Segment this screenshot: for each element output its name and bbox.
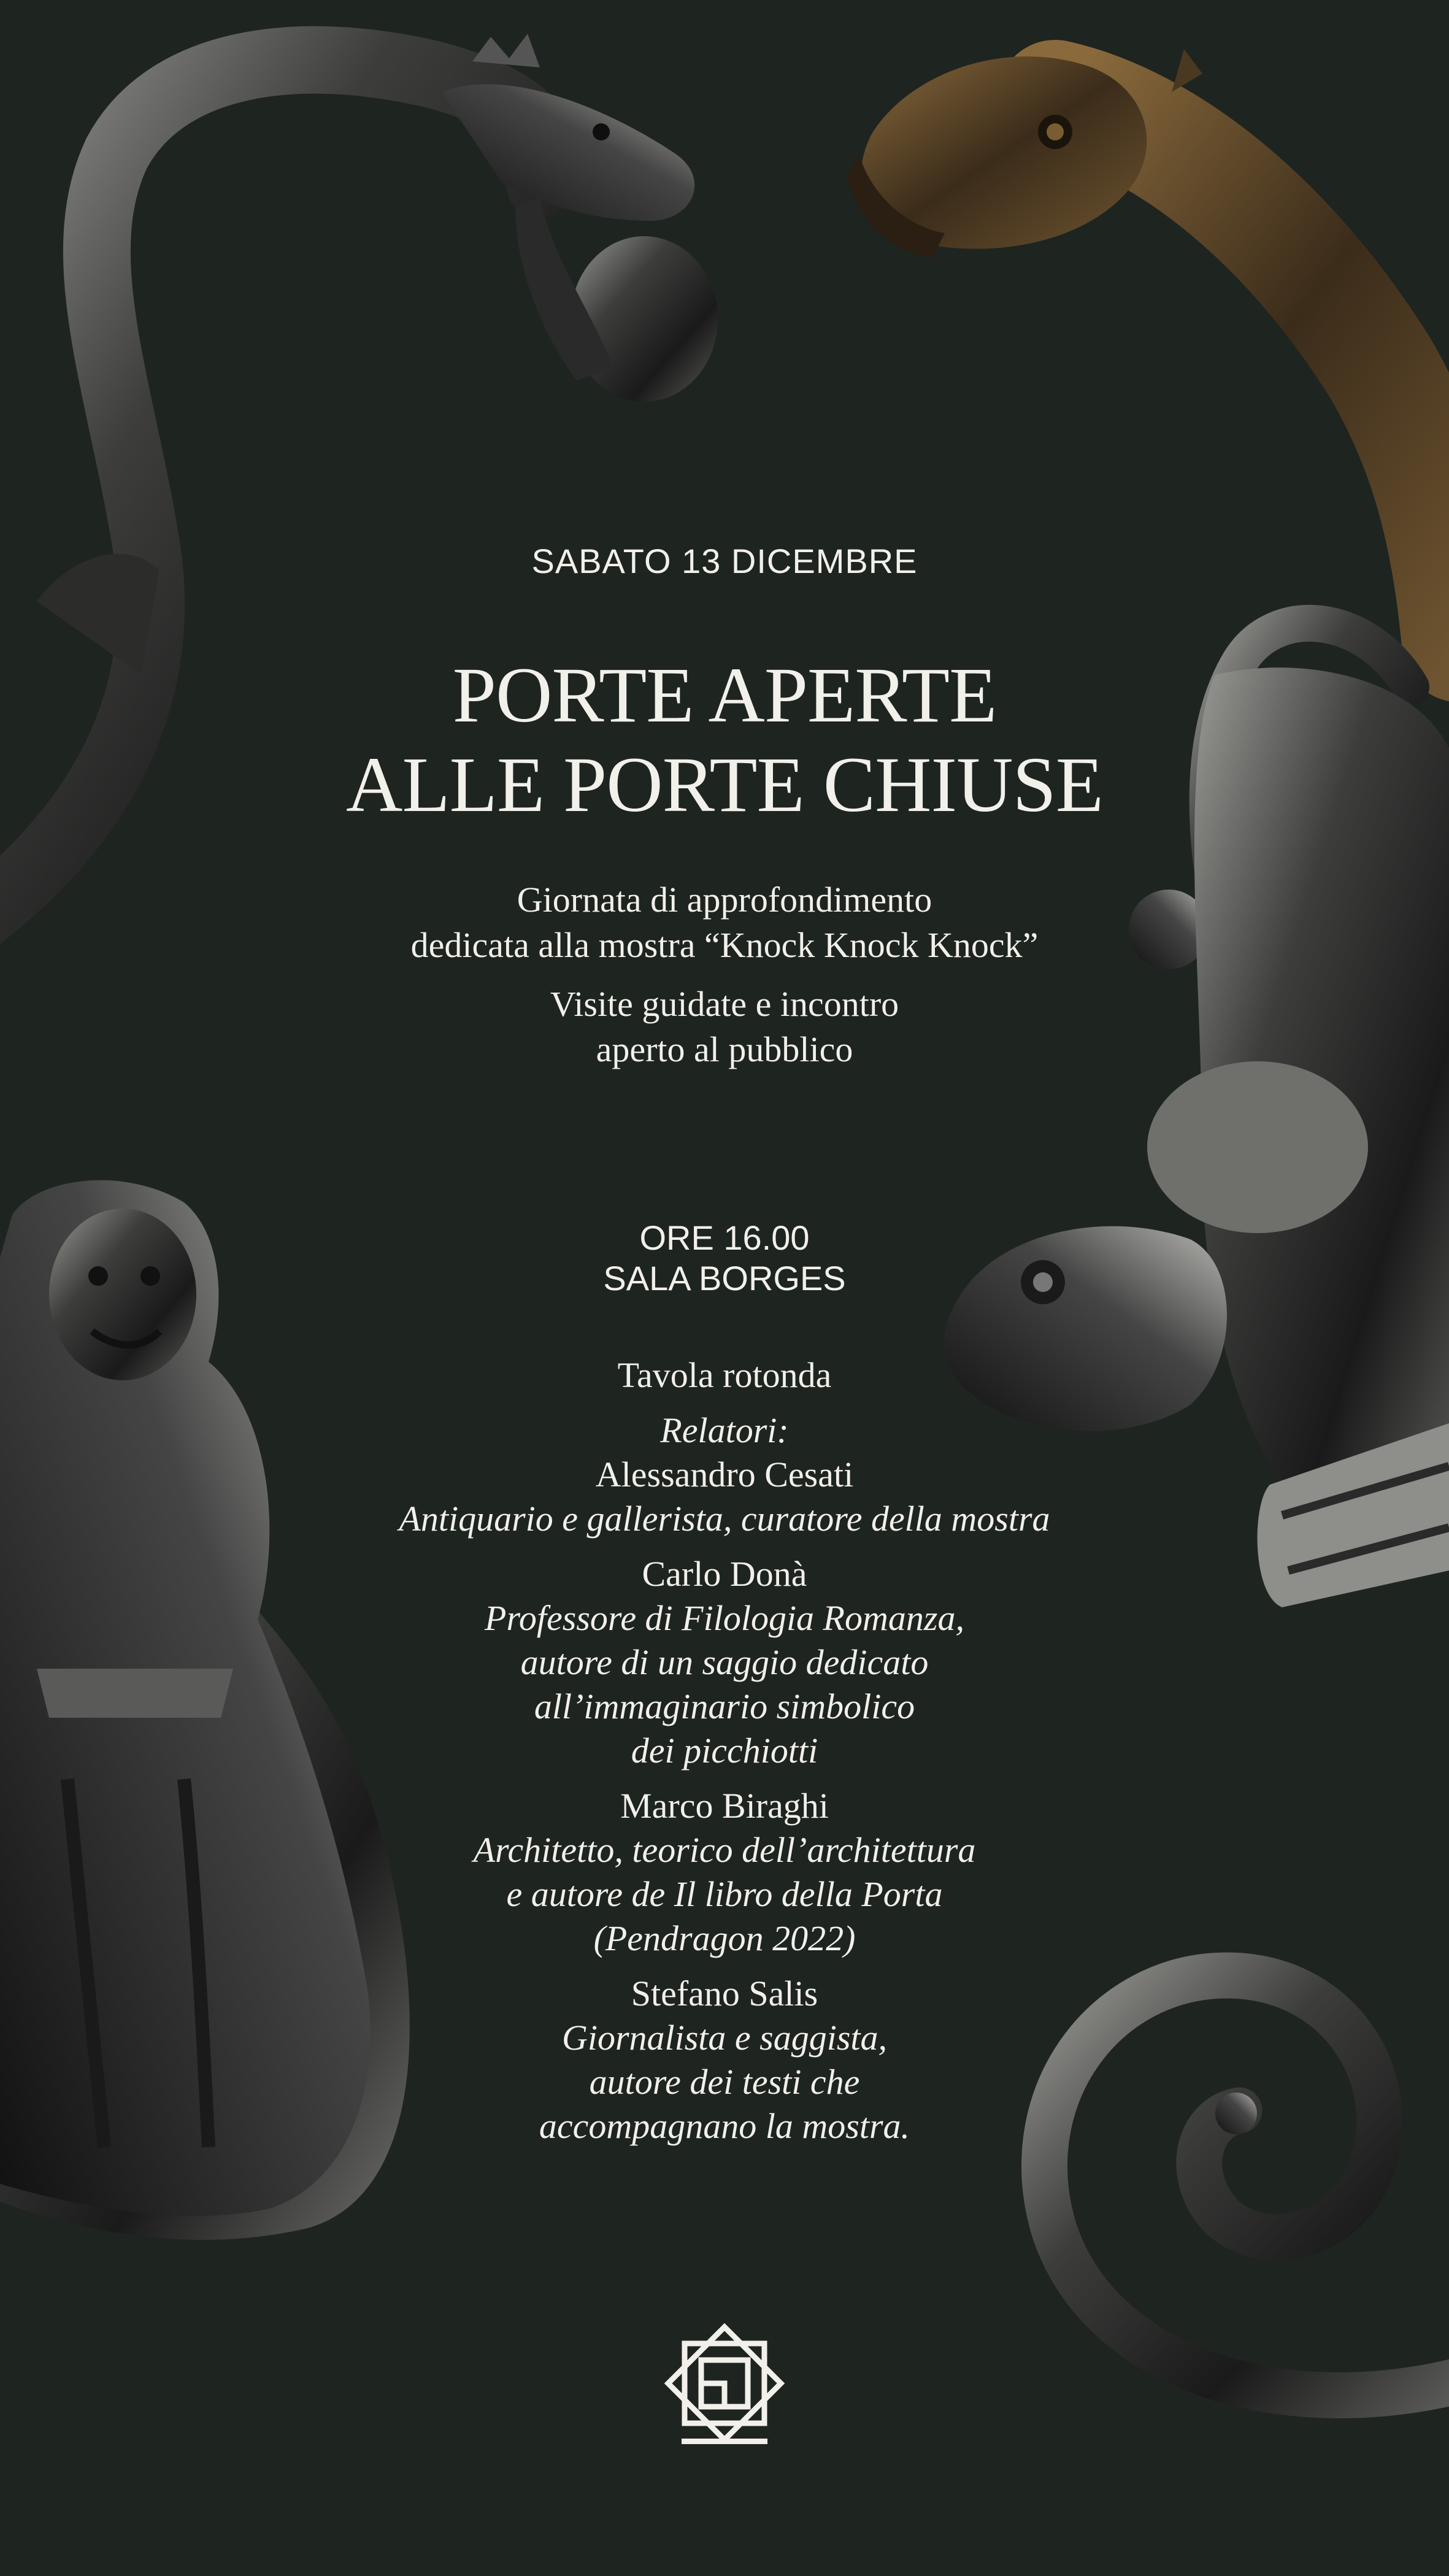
event-title bbox=[0, 650, 1449, 829]
intro-line: Giornata di approfondimento bbox=[517, 880, 932, 920]
octagram-logo-icon bbox=[657, 2316, 792, 2451]
event-time-place bbox=[0, 1218, 1449, 1299]
speaker-role: Antiquario e gallerista, curatore della mostra bbox=[399, 1499, 1050, 1539]
speaker-role: autore di un saggio dedicato bbox=[520, 1642, 929, 1682]
intro-line: dedicata alla mostra “Knock Knock Knock” bbox=[410, 925, 1039, 965]
speaker-role: (Pendragon 2022) bbox=[593, 1918, 856, 1958]
visits-line: Visite guidate e incontro bbox=[550, 984, 899, 1024]
visits-line: aperto al pubblico bbox=[596, 1029, 853, 1069]
speaker-role: all’immaginario simbolico bbox=[534, 1686, 915, 1726]
speakers-label: Relatori: bbox=[660, 1410, 789, 1450]
speaker-role: e autore de Il libro della Porta bbox=[506, 1874, 943, 1914]
event-visits bbox=[0, 982, 1449, 1072]
event-intro bbox=[0, 877, 1449, 968]
speaker-role: accompagnano la mostra. bbox=[539, 2106, 910, 2146]
speaker-block bbox=[0, 1453, 1449, 1541]
speaker-role: dei picchiotti bbox=[631, 1731, 818, 1771]
speaker-block bbox=[0, 1972, 1449, 2148]
speaker-role: Architetto, teorico dell’architettura bbox=[473, 1830, 976, 1870]
title-line: ALLE PORTE CHIUSE bbox=[346, 741, 1103, 828]
event-time: ORE 16.00 bbox=[639, 1218, 810, 1257]
title-line: PORTE APERTE bbox=[452, 652, 997, 739]
event-room: SALA BORGES bbox=[603, 1259, 846, 1298]
speaker-name: Marco Biraghi bbox=[620, 1786, 829, 1826]
speaker-name: Stefano Salis bbox=[631, 1974, 818, 2013]
program-format: Tavola rotonda bbox=[617, 1355, 832, 1395]
event-date: SABATO 13 DICEMBRE bbox=[531, 542, 918, 580]
speaker-role: autore dei testi che bbox=[589, 2062, 860, 2102]
speaker-block bbox=[0, 1552, 1449, 1773]
speaker-name: Carlo Donà bbox=[642, 1554, 807, 1594]
speaker-role: Professore di Filologia Romanza, bbox=[485, 1598, 964, 1638]
speaker-block bbox=[0, 1784, 1449, 1961]
program bbox=[0, 1353, 1449, 2148]
speaker-name: Alessandro Cesati bbox=[595, 1455, 854, 1494]
speaker-role: Giornalista e saggista, bbox=[561, 2018, 888, 2058]
